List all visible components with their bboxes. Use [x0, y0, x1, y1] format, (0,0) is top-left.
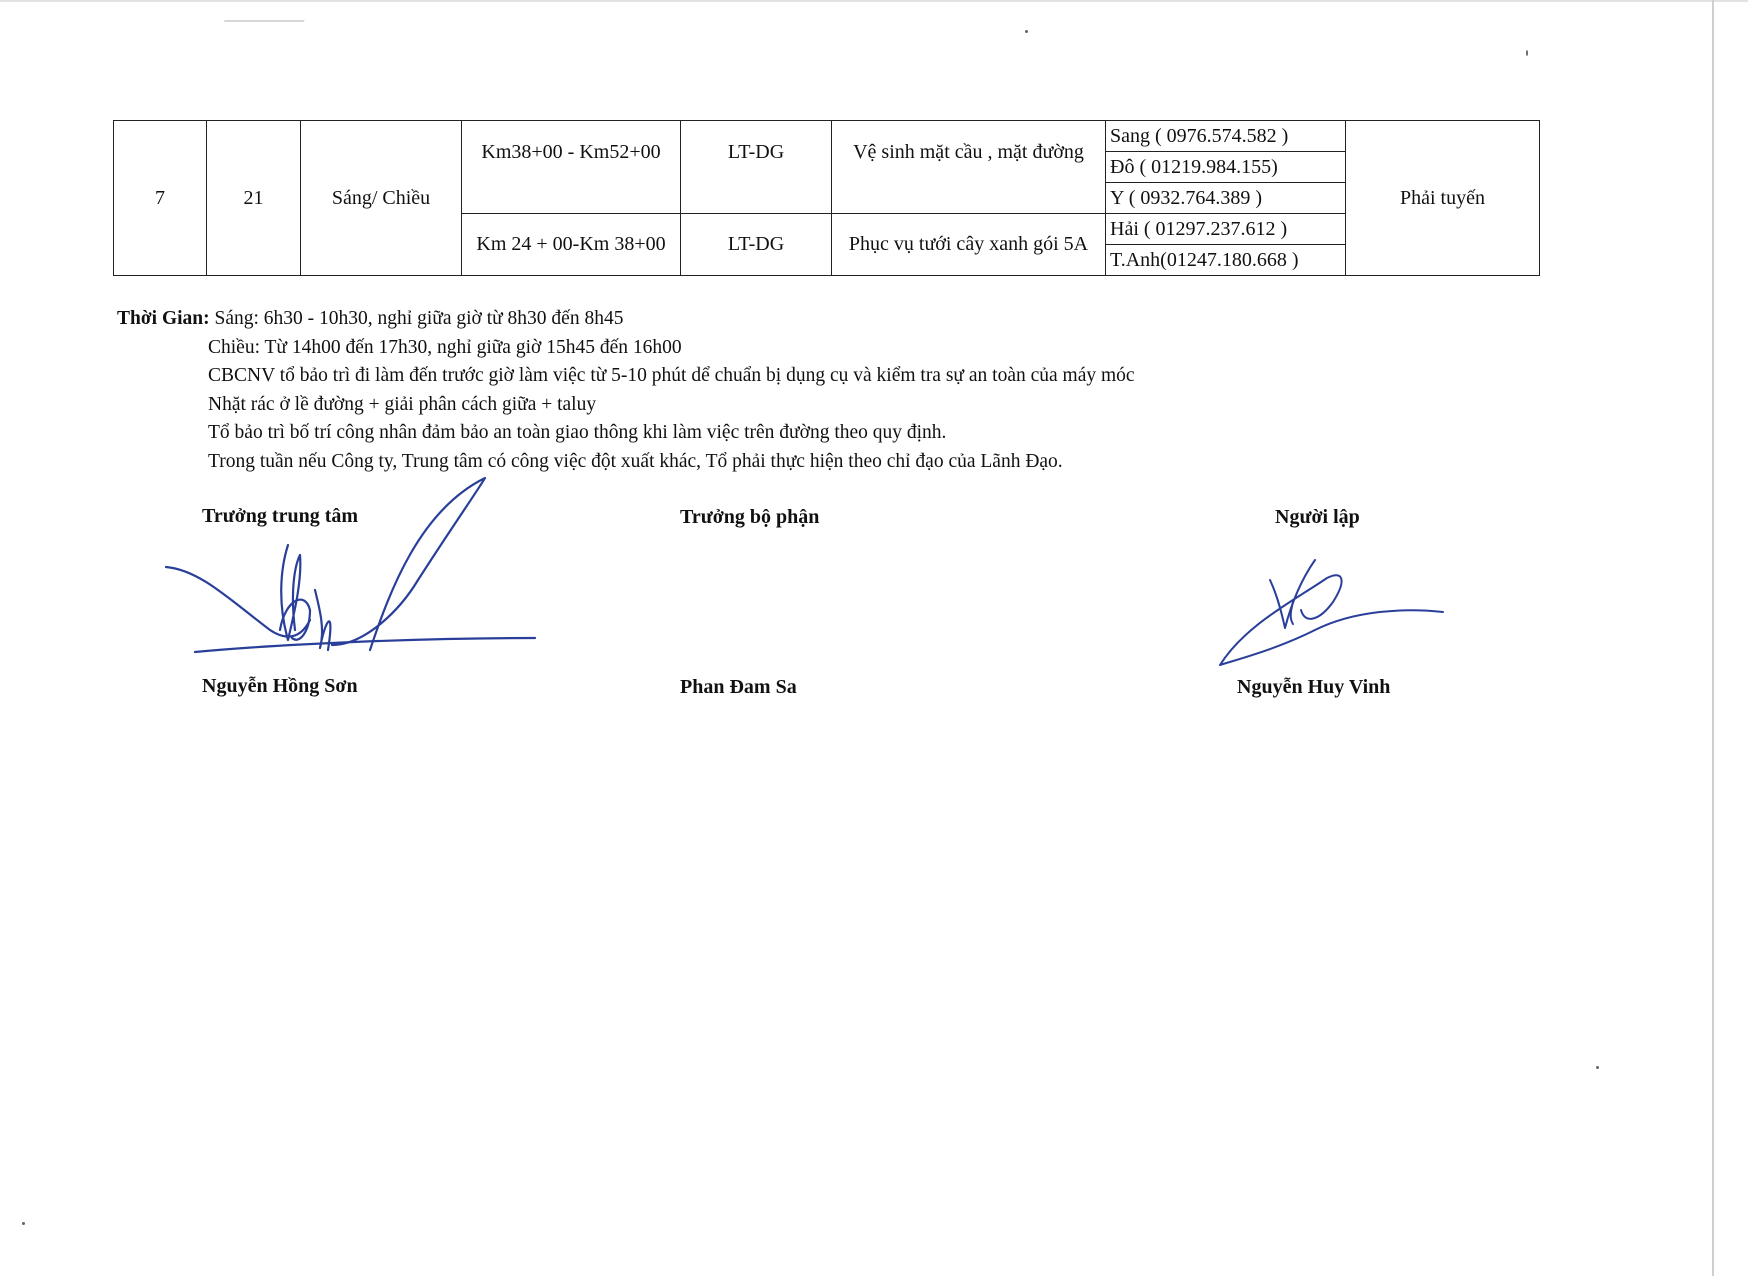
- route-cell: LT-DG: [681, 214, 832, 276]
- scan-speck: [1025, 30, 1028, 33]
- week-cell: 21: [207, 121, 301, 276]
- section-cell: Km 24 + 00-Km 38+00: [462, 214, 681, 276]
- section-cell: Km38+00 - Km52+00: [462, 121, 681, 214]
- task-cell: Vệ sinh mặt cầu , mặt đường: [832, 121, 1106, 214]
- scan-speck: [1596, 1066, 1599, 1069]
- staff-cell: Sang ( 0976.574.582 ): [1106, 121, 1346, 152]
- center-head-signature: [160, 470, 540, 670]
- dept-head-name: Phan Đam Sa: [680, 676, 797, 698]
- route-cell: LT-DG: [681, 121, 832, 214]
- staff-cell: Hải ( 01297.237.612 ): [1106, 214, 1346, 245]
- creator-signature: [1215, 550, 1445, 685]
- notes-line: Chiều: Từ 14h00 đến 17h30, nghỉ giữa giờ 15h45 đến 16h00: [208, 336, 682, 358]
- scan-speck: [1526, 50, 1528, 56]
- time-notes: [117, 305, 1135, 476]
- scan-fold-mark: [224, 0, 317, 22]
- scan-speck: [22, 1222, 25, 1225]
- stt-cell: 7: [114, 121, 207, 276]
- shift-cell: Sáng/ Chiều: [301, 121, 462, 276]
- notes-line: Tổ bảo trì bố trí công nhân đảm bảo an toàn giao thông khi làm việc trên đường theo quy định.: [208, 422, 947, 443]
- task-cell: Phục vụ tưới cây xanh gói 5A: [832, 214, 1106, 276]
- creator-title: Người lập: [1275, 506, 1360, 528]
- notes-line: Nhặt rác ở lề đường + giải phân cách giữa + taluy: [208, 393, 597, 415]
- notes-morning: Sáng: 6h30 - 10h30, nghỉ giữa giờ từ 8h30 đến 8h45: [214, 308, 624, 329]
- staff-cell: T.Anh(01247.180.668 ): [1106, 245, 1346, 276]
- notes-first-line: [117, 305, 1135, 334]
- notes-label: Thời Gian:: [117, 308, 210, 329]
- notes-line: Trong tuần nếu Công ty, Trung tâm có công việc đột xuất khác, Tổ phải thực hiện theo chỉ đạo của Lãnh Đạo.: [208, 450, 1063, 472]
- center-head-name: Nguyễn Hồng Sơn: [202, 675, 358, 697]
- scan-right-edge: [1712, 0, 1714, 1276]
- note-cell: Phải tuyến: [1346, 121, 1540, 276]
- creator-name: Nguyễn Huy Vinh: [1237, 676, 1391, 698]
- center-head-title: Trưởng trung tâm: [202, 505, 359, 527]
- dept-head-title: Trưởng bộ phận: [680, 506, 820, 528]
- schedule-table: [113, 120, 1540, 276]
- staff-cell: Đô ( 01219.984.155): [1106, 152, 1346, 183]
- staff-cell: Y ( 0932.764.389 ): [1106, 183, 1346, 214]
- notes-line: CBCNV tổ bảo trì đi làm đến trước giờ làm việc từ 5-10 phút dể chuẩn bị dụng cụ và kiểm tra sự an toàn của máy móc: [208, 365, 1135, 386]
